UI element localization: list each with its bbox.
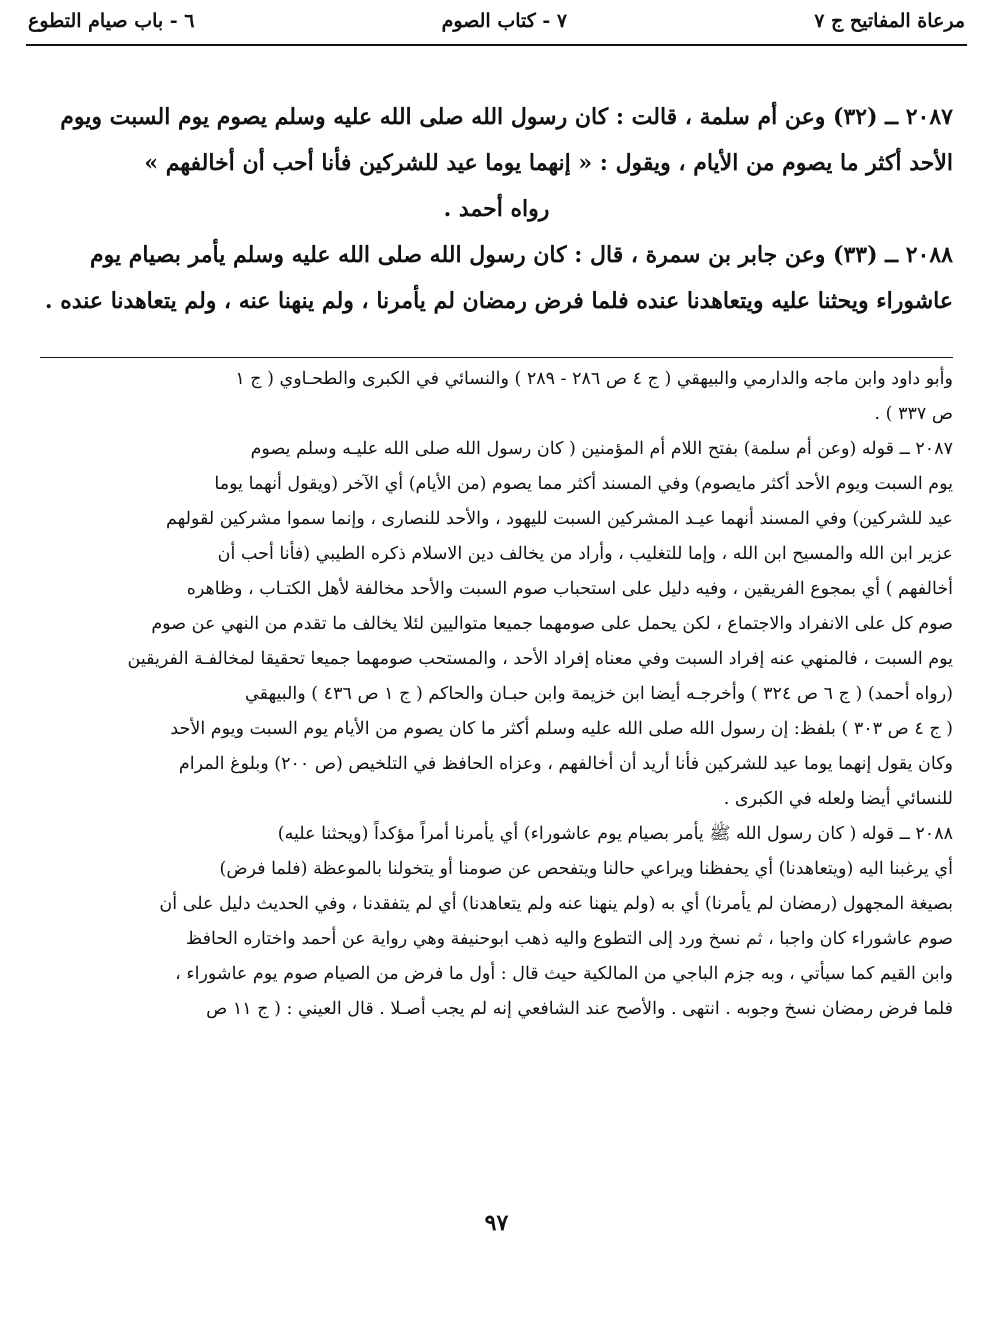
- commentary-line: يوم السبت ، فالمنهي عنه إفراد السبت وفي معناه إفراد الأحد ، والمستحب صومهما جميعا تحقيقا لمخالفـة الفريقين: [127, 649, 953, 669]
- header-divider: [26, 44, 967, 46]
- hadith-line: عاشوراء ويحثنا عليه ويتعاهدنا عنده فلما فرض رمضان لم يأمرنا ، ولم ينهنا عنه ، ولم يتعاهدنا عنده .: [44, 288, 953, 314]
- commentary-line: ٢٠٨٧ ــ قوله (وعن أم سلمة) بفتح اللام أم المؤمنين ( كان رسول الله صلى الله عليـه وسلم يصوم: [250, 439, 953, 459]
- commentary-line: وابن القيم كما سيأتي ، وبه جزم الباجي من المالكية حيث قال : أول ما فرض من الصيام صوم يوم عاشوراء ،: [175, 964, 953, 984]
- chapter-title: ٧ - كتاب الصوم: [441, 10, 568, 32]
- commentary-line: للنسائي أيضا ولعله في الكبرى .: [723, 789, 953, 809]
- commentary-line: صوم عاشوراء كان واجبا ، ثم نسخ ورد إلى التطوع واليه ذهب ابوحنيفة وهي رواية عن أحمد واختاره الحافظ: [186, 929, 953, 949]
- commentary-line: عيد للشركين) وفي المسند أنهما عيـد المشركين السبت لليهود ، والأحد للنصارى ، وإنما سموا مشركين لقولهم: [165, 509, 953, 529]
- hadith-line: ٢٠٨٧ ــ (٣٢) وعن أم سلمة ، قالت : كان رسول الله صلى الله عليه وسلم يصوم يوم السبت ويوم: [60, 104, 953, 130]
- commentary-line: ص ٣٣٧ ) .: [874, 404, 953, 424]
- footnote-divider: [40, 357, 953, 358]
- hadith-line: ٢٠٨٨ ــ (٣٣) وعن جابر بن سمرة ، قال : كان رسول الله صلى الله عليه وسلم يأمر بصيام يوم: [90, 242, 953, 268]
- commentary-text: [40, 362, 953, 1027]
- hadith-line: الأحد أكثر ما يصوم من الأيام ، ويقول : « إنهما يوما عيد للشركين فأنا أحب أن أخالفهم »: [144, 150, 953, 176]
- page-number: ٩٧: [484, 1210, 509, 1236]
- commentary-line: عزير ابن الله والمسيح ابن الله ، وإما للتغليب ، وأراد من يخالف دين الاسلام ذكره الطيبي (فأنا أحب أن: [217, 544, 953, 564]
- commentary-line: بصيغة المجهول (رمضان لم يأمرنا) أي به (ولم ينهنا عنه ولم يتعاهدنا) أي لم يتفقدنا ، وفي الحديث دليل على أن: [159, 894, 953, 914]
- hadith-text: [40, 94, 953, 324]
- commentary-line: أي يرغبنا اليه (ويتعاهدنا) أي يحفظنا ويراعي حالنا ويتفحص عن صومنا أو يتخولنا بالموعظة (فلما فرض): [219, 859, 953, 879]
- commentary-line: أخالفهم ) أي بمجوع الفريقين ، وفيه دليل على استحباب صوم السبت والأحد مخالفة لأهل الكتـاب ، وظاهره: [186, 579, 953, 599]
- commentary-line: صوم كل على الانفراد والاجتماع ، لكن يحمل على صومهما جميعا متواليين لئلا يخالف ما تقدم من النهي عن صوم: [151, 614, 953, 634]
- commentary-line: فلما فرض رمضان نسخ وجوبه . انتهى . والأصح عند الشافعي إنه لم يجب أصـلا . قال العيني : ( ج ١١ ص: [206, 999, 953, 1019]
- book-title: مرعاة المفاتيح ج ٧: [814, 10, 965, 32]
- running-header: [28, 4, 965, 38]
- commentary-line: ( ج ٤ ص ٣٠٣ ) بلفظ: إن رسول الله صلى الله عليه وسلم أكثر ما كان يصوم من الأيام يوم السبت ويوم الأحد: [170, 719, 953, 739]
- commentary-line: يوم السبت ويوم الأحد أكثر مايصوم) وفي المسند أكثر مما يصوم (من الأيام) أي الآخر (ويقول أنهما يوما: [214, 474, 953, 494]
- section-title: ٦ - باب صيام التطوع: [28, 10, 195, 32]
- hadith-line: رواه أحمد .: [443, 196, 550, 222]
- commentary-line: وأبو داود وابن ماجه والدارمي والبيهقي ( ج ٤ ص ٢٨٦ - ٢٨٩ ) والنسائي في الكبرى والطحـاوي ( ج ١: [235, 369, 953, 389]
- commentary-line: (رواه أحمد) ( ج ٦ ص ٣٢٤ ) وأخرجـه أيضا ابن خزيمة وابن حبـان والحاكم ( ج ١ ص ٤٣٦ ) والبيهقي: [245, 684, 953, 704]
- commentary-line: ٢٠٨٨ ــ قوله ( كان رسول الله ﷺ يأمر بصيام يوم عاشوراء) أي يأمرنا أمراً مؤكداً (ويحثنا عليه): [277, 824, 953, 844]
- commentary-line: وكان يقول إنهما يوما عيد للشركين فأنا أريد أن أخالفهم ، وعزاه الحافظ في التلخيص (ص ٢٠٠) وبلوغ المرام: [178, 754, 953, 774]
